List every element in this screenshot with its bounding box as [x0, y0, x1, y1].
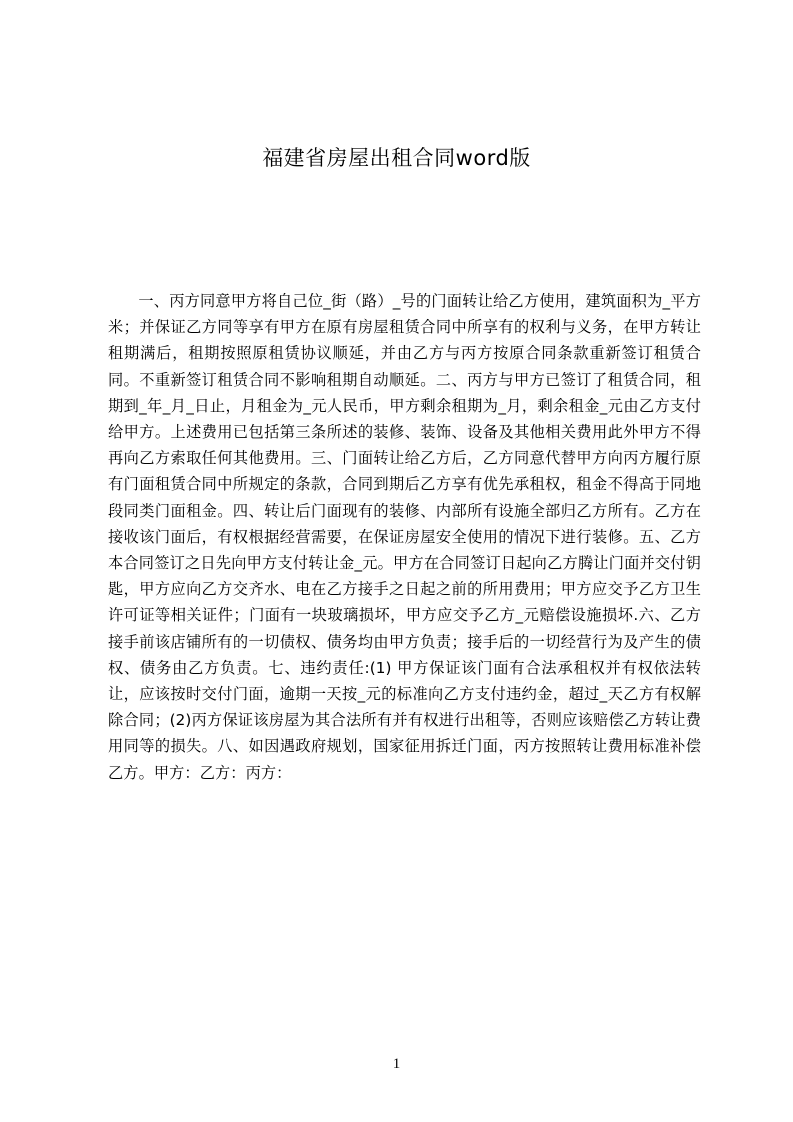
- contract-body-text: 一、丙方同意甲方将自己位_街（路）_号的门面转让给乙方使用，建筑面积为_平方米；并保证乙方同等享有甲方在原有房屋租赁合同中所享有的权利与义务，在甲方转让租期满后，租期按照原租赁协议顺延，并由乙方与丙方按原合同条款重新签订租赁合同。不重新签订租赁合同不影响租期自动顺延。二、丙方与甲方已签订了租赁合同，租期到_年_月_日止，月租金为_元人民币，甲方剩余租期为_月，剩余租金_元由乙方支付给甲方。上述费用已包括第三条所述的装修、装饰、设备及其他相关费用此外甲方不得再向乙方索取任何其他费用。三、门面转让给乙方后，乙方同意代替甲方向丙方履行原有门面租赁合同中所规定的条款，合同到期后乙方享有优先承租权，租金不得高于同地段同类门面租金。四、转让后门面现有的装修、内部所有设施全部归乙方所有。乙方在接收该门面后，有权根据经营需要，在保证房屋安全使用的情况下进行装修。五、乙方 本合同签订之日先向甲方支付转让金_元。甲方在合同签订日起向乙方腾让门面并交付钥匙，甲方应向乙方交齐水、电在乙方接手之日起之前的所用费用；甲方应交予乙方卫生许可证等相关证件；门面有一块玻璃损坏，甲方应交予乙方_元赔偿设施损坏.六、乙方接手前该店铺所有的一切债权、债务均由甲方负责；接手后的一切经营行为及产生的债权、债务由乙方负责。七、违约责任:(1) 甲方保证该门面有合法承租权并有权依法转让，应该按时交付门面，逾期一天按_元的标准向乙方支付违约金，超过_天乙方有权解除合同；(2)丙方保证该房屋为其合法所有并有权进行出租等，否则应该赔偿乙方转让费用同等的损失。八、如因遇政府规划，国家征用拆迁门面，丙方按照转让费用标准补偿乙方。甲方：乙方：丙方：: [108, 292, 701, 782]
- page-number: 1: [392, 1056, 401, 1072]
- document-title: 福建省房屋出租合同word版: [262, 146, 531, 170]
